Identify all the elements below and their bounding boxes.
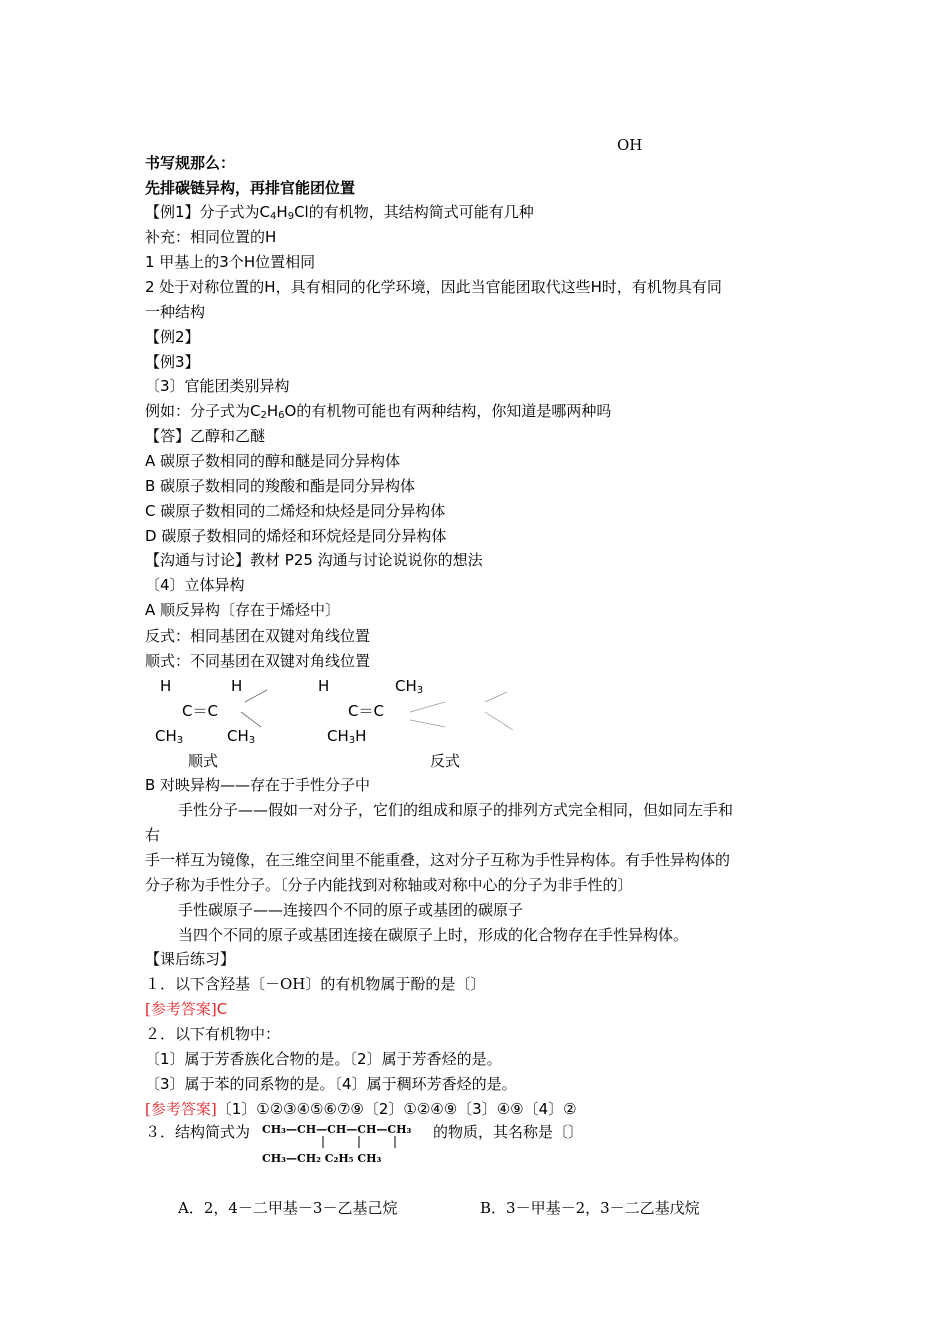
cis-trans-structures (145, 672, 525, 752)
atom-h-1: H (160, 677, 172, 695)
reference-answer-2: [参考答案]〔1〕①②③④⑤⑥⑦⑨〔2〕①②④⑨〔3〕④⑨〔4〕② (145, 1100, 577, 1118)
question-c2h6o: 例如：分子式为$C_2H_6O$的有机物可能也有两种结构，你知道是哪两种吗 (145, 402, 612, 421)
label-trans: 反式 (430, 752, 461, 770)
section-4-heading: 〔4〕立体异构 (145, 576, 245, 594)
atom-h-2: H (231, 677, 243, 695)
answer-line: 【答】乙醇和乙醚 (145, 427, 266, 445)
option-c: C 碳原子数相同的二烯烃和炔烃是同分异构体 (145, 502, 446, 520)
point-2-line-2: 一种结构 (145, 303, 206, 321)
option-b: B 碳原子数相同的羧酸和酯是同分异构体 (145, 477, 416, 495)
enantiomer-heading: B 对映异构——存在于手性分子中 (145, 776, 371, 794)
atom-ch3-a: $CH_3$ (155, 727, 184, 746)
question-1: １．以下含羟基〔－OH〕的有机物属于酚的是〔〕 (145, 975, 486, 993)
choice-a: A．2，4－二甲基－3－乙基己烷 (178, 1199, 398, 1217)
atom-ch3h: $CH_3H$ (327, 727, 367, 746)
atom-h-3: H (318, 677, 330, 695)
example-1: 【例1】分子式为$C_4H_9Cl$的有机物，其结构简式可能有几种 (145, 203, 534, 222)
cis-definition: 顺式：不同基团在双键对角线位置 (145, 652, 371, 670)
chiral-molecule-line-4: 分子称为手性分子。〔分子内能找到对称轴或对称中心的分子为非手性的〕 (145, 876, 633, 894)
trans-definition: 反式：相同基团在双键对角线位置 (145, 627, 371, 645)
question-2-part-b: 〔3〕属于苯的同系物的是。〔4〕属于稠环芳香烃的是。 (145, 1075, 517, 1093)
point-2-line-1: 2 处于对称位置的H，具有相同的化学环境，因此当官能团取代这些H时，有机物具有同 (145, 278, 722, 296)
chiral-carbon-definition: 手性碳原子——连接四个不同的原子或基团的碳原子 (178, 901, 524, 919)
formula-main-chain: CH₃—CH—CH—CH—CH₃ (262, 1123, 412, 1136)
chiral-molecule-line-1: 手性分子——假如一对分子，它们的组成和原子的排列方式完全相同，但如同左手和 (178, 801, 734, 819)
rule-heading: 书写规那么： (145, 154, 236, 172)
rule-subheading: 先排碳链异构，再排官能团位置 (145, 179, 356, 197)
formula-branches: CH₃—CH₂ C₂H₅ CH₃ (262, 1152, 382, 1165)
chiral-molecule-line-2: 右 (145, 826, 161, 844)
option-d: D 碳原子数相同的烯烃和环烷烃是同分异构体 (145, 527, 447, 545)
reference-answer-1: [参考答案]C (145, 1000, 228, 1018)
example-3: 【例3】 (145, 353, 200, 371)
question-2-part-a: 〔1〕属于芳香族化合物的是。〔2〕属于芳香烃的是。 (145, 1050, 502, 1068)
double-bond-cis: C＝C (182, 702, 218, 720)
discussion-line: 【沟通与讨论】教材 P25 沟通与讨论说说你的想法 (145, 551, 483, 569)
example-2: 【例2】 (145, 328, 200, 346)
supplement-line: 补充：相同位置的H (145, 228, 277, 246)
label-cis: 顺式 (188, 752, 219, 770)
choice-b: B．3－甲基－2，3－二乙基戊烷 (480, 1199, 700, 1217)
structural-formula (262, 1120, 452, 1170)
chiral-conclusion: 当四个不同的原子或基团连接在碳原子上时，形成的化合物存在手性异构体。 (178, 926, 689, 944)
section-3-heading: 〔3〕官能团类别异构 (145, 377, 290, 395)
chiral-molecule-line-3: 手一样互为镜像，在三维空间里不能重叠，这对分子互称为手性异构体。有手性异构体的 (145, 851, 731, 869)
option-a: A 碳原子数相同的醇和醚是同分异构体 (145, 452, 401, 470)
double-bond-trans: C＝C (348, 702, 384, 720)
homework-heading: 【课后练习】 (145, 950, 236, 968)
atom-ch3-b: $CH_3$ (227, 727, 256, 746)
cis-trans-heading: A 顺反异构〔存在于烯烃中〕 (145, 601, 341, 619)
point-1: 1 甲基上的3个H位置相同 (145, 253, 316, 271)
atom-ch3-top: $CH_3$ (395, 677, 424, 696)
question-2: ２．以下有机物中： (145, 1025, 281, 1043)
question-3: ３．结构简式为 的物质，其名称是〔〕 (145, 1123, 584, 1141)
oh-label: OH (617, 136, 643, 154)
